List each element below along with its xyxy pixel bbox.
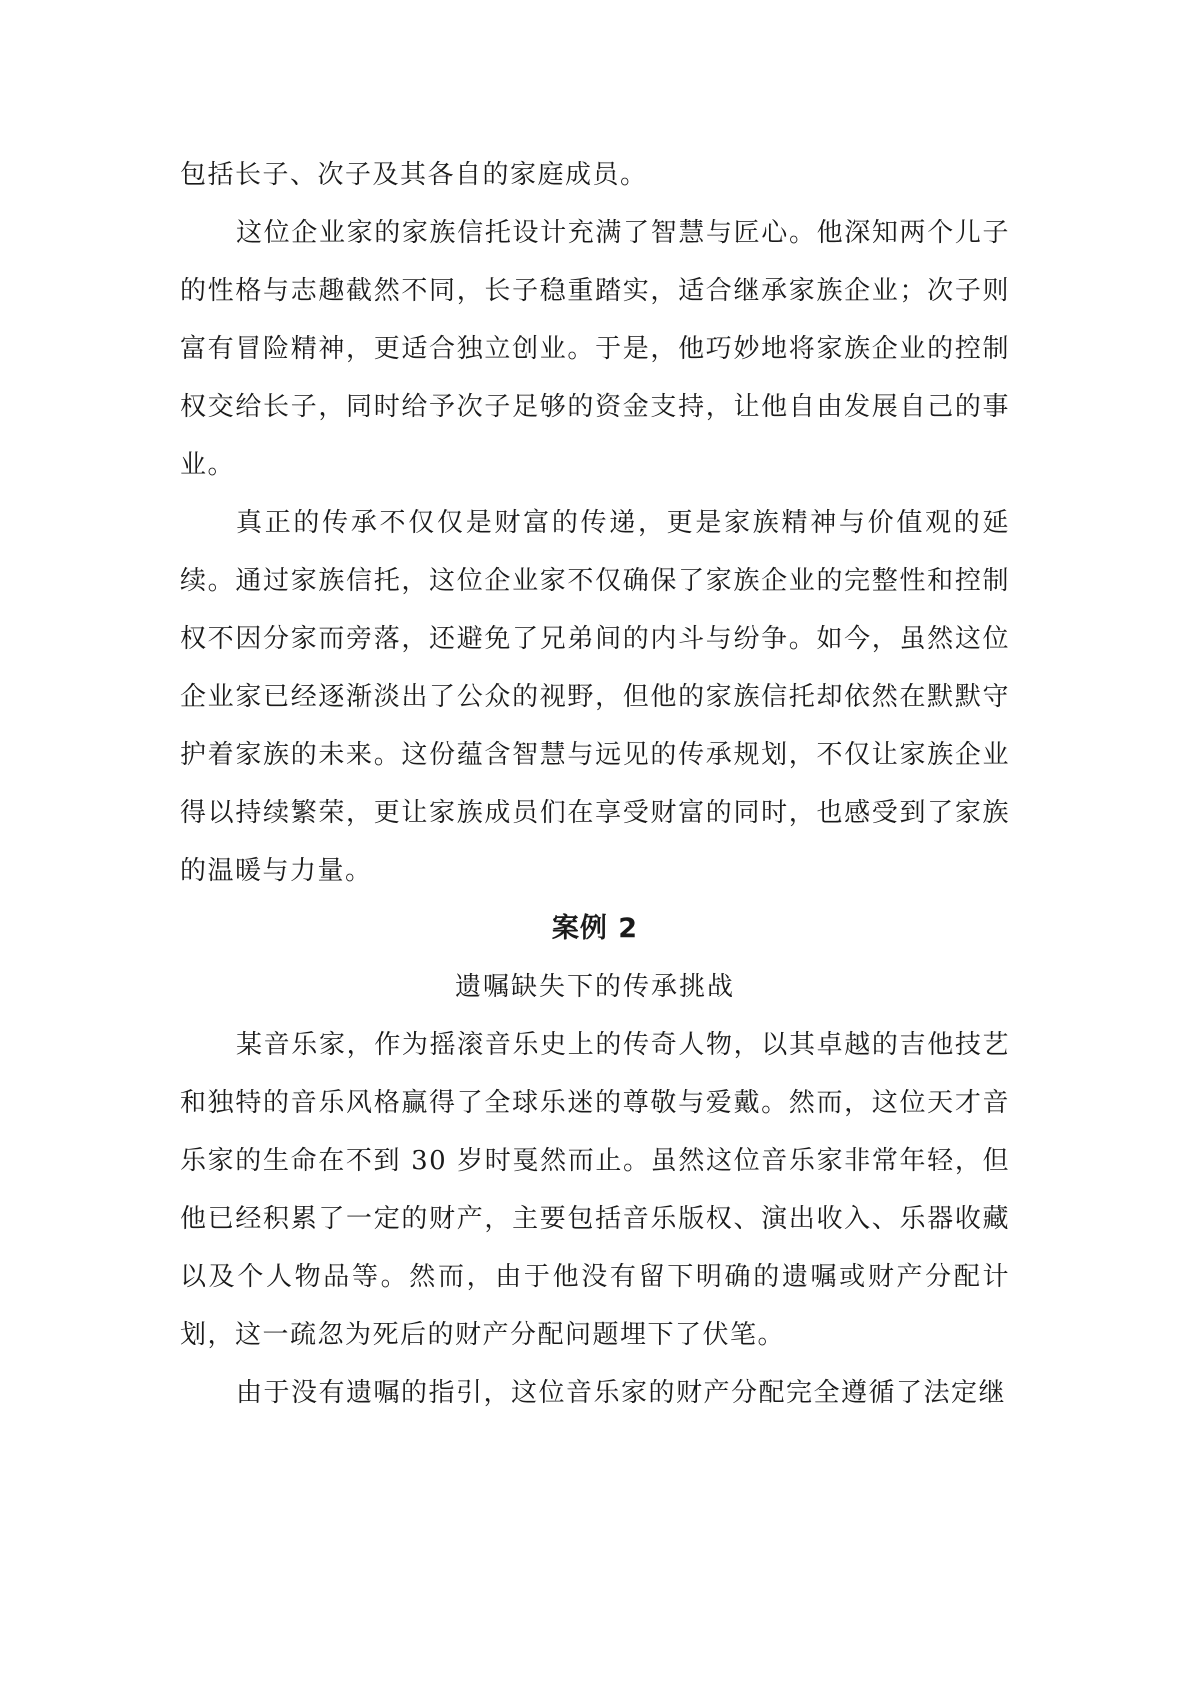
paragraph-musician: 某音乐家，作为摇滚音乐史上的传奇人物，以其卓越的吉他技艺和独特的音乐风格赢得了全球乐迷的尊敬与爱戴。然而，这位天才音乐家的生命在不到 30 岁时戛然而止。虽然这位音乐家非常年轻，但他已经积累了一定的财产，主要包括音乐版权、演出收入、乐器收藏以及个人物品等。然而，由于他没有留下明确的遗嘱或财产分配计划，这一疏忽为死后的财产分配问题埋下了伏笔。 — [180, 1030, 1010, 1350]
paragraph-continuation: 包括长子、次子及其各自的家庭成员。 — [180, 160, 648, 190]
case-heading: 案例 2 — [551, 913, 639, 944]
case-subtitle: 遗嘱缺失下的传承挑战 — [454, 972, 735, 1002]
paragraph-trust-design: 这位企业家的家族信托设计充满了智慧与匠心。他深知两个儿子的性格与志趣截然不同，长子稳重踏实，适合继承家族企业；次子则富有冒险精神，更适合独立创业。于是，他巧妙地将家族企业的控制权交给长子，同时给予次子足够的资金支持，让他自由发展自己的事业。 — [180, 218, 1010, 480]
paragraph-no-will: 由于没有遗嘱的指引，这位音乐家的财产分配完全遵循了法定继 — [236, 1378, 1007, 1408]
paragraph-true-inheritance: 真正的传承不仅仅是财富的传递，更是家族精神与价值观的延续。通过家族信托，这位企业家不仅确保了家族企业的完整性和控制权不因分家而旁落，还避免了兄弟间的内斗与纷争。如今，虽然这位企业家已经逐渐淡出了公众的视野，但他的家族信托却依然在默默守护着家族的未来。这份蕴含智慧与远见的传承规划，不仅让家族企业得以持续繁荣，更让家族成员们在享受财富的同时，也感受到了家族的温暖与力量。 — [180, 508, 1010, 886]
page-content — [180, 146, 1010, 1422]
